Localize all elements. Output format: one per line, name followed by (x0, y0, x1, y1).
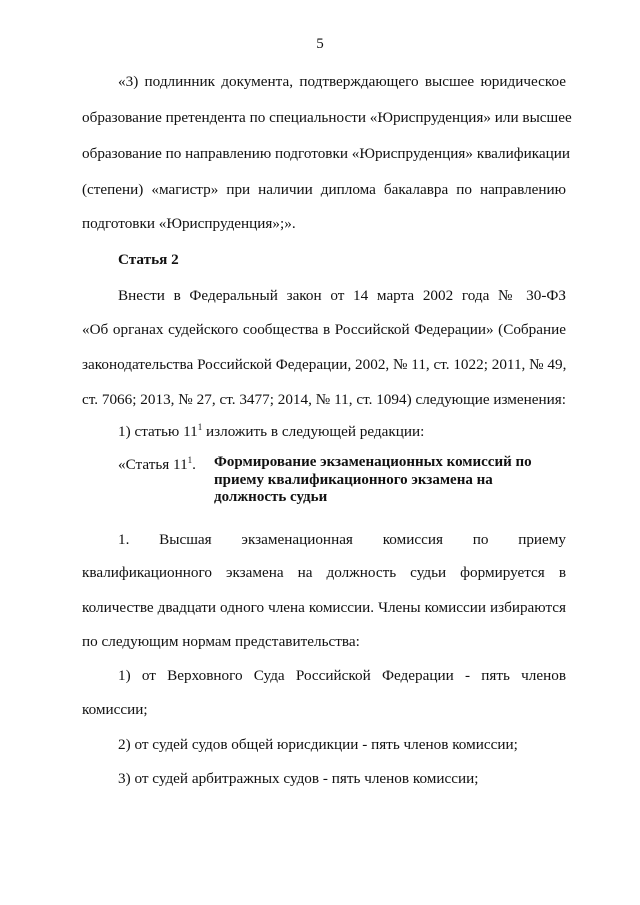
text-line: квалификационного экзамена на должность судьи формируется в (82, 564, 566, 581)
amend-line: 1) статью $11^1$ изложить в следующей редакции: (118, 422, 425, 440)
article-title (214, 454, 566, 507)
text-line: «Об органах судейского сообщества в Российской Федерации» (Собрание (82, 321, 566, 338)
article-title-line: Формирование экзаменационных комиссий по (214, 454, 532, 470)
article-title-line: должность судьи (214, 489, 328, 505)
text-line: 1) от Верховного Суда Российской Федерации - пять членов (118, 667, 566, 684)
text-line: образование претендента по специальности «Юриспруденция» или высшее (82, 109, 572, 126)
text-line: (степени) «магистр» при наличии диплома бакалавра по направлению (82, 181, 566, 198)
text-line: комиссии; (82, 701, 148, 718)
text-line: по следующим нормам представительства: (82, 633, 360, 650)
text-line: подготовки «Юриспруденция»;». (82, 215, 296, 232)
section-heading: Статья 2 (118, 251, 179, 268)
text-line: Внести в Федеральный закон от 14 марта 2002 года № 30-ФЗ (118, 287, 566, 304)
text-line: количестве двадцати одного члена комиссии. Члены комиссии избираются (82, 599, 566, 616)
text-line: законодательства Российской Федерации, 2002, № 11, ст. 1022; 2011, № 49, (82, 356, 567, 373)
text-line: 3) от судей арбитражных судов - пять членов комиссии; (118, 770, 479, 787)
text-line: 1. Высшая экзаменационная комиссия по приему (118, 531, 566, 548)
article-label: «Статья $11^1$. (118, 455, 196, 473)
page-number: 5 (316, 36, 324, 52)
text-line: образование по направлению подготовки «Юриспруденция» квалификации (82, 145, 570, 162)
article-title-line: приему квалификационного экзамена на (214, 471, 493, 488)
text-line: 2) от судей судов общей юрисдикции - пять членов комиссии; (118, 736, 518, 753)
text-line: ст. 7066; 2013, № 27, ст. 3477; 2014, № 11, ст. 1094) следующие изменения: (82, 391, 566, 408)
text-line: «3) подлинник документа, подтверждающего высшее юридическое (118, 73, 566, 90)
